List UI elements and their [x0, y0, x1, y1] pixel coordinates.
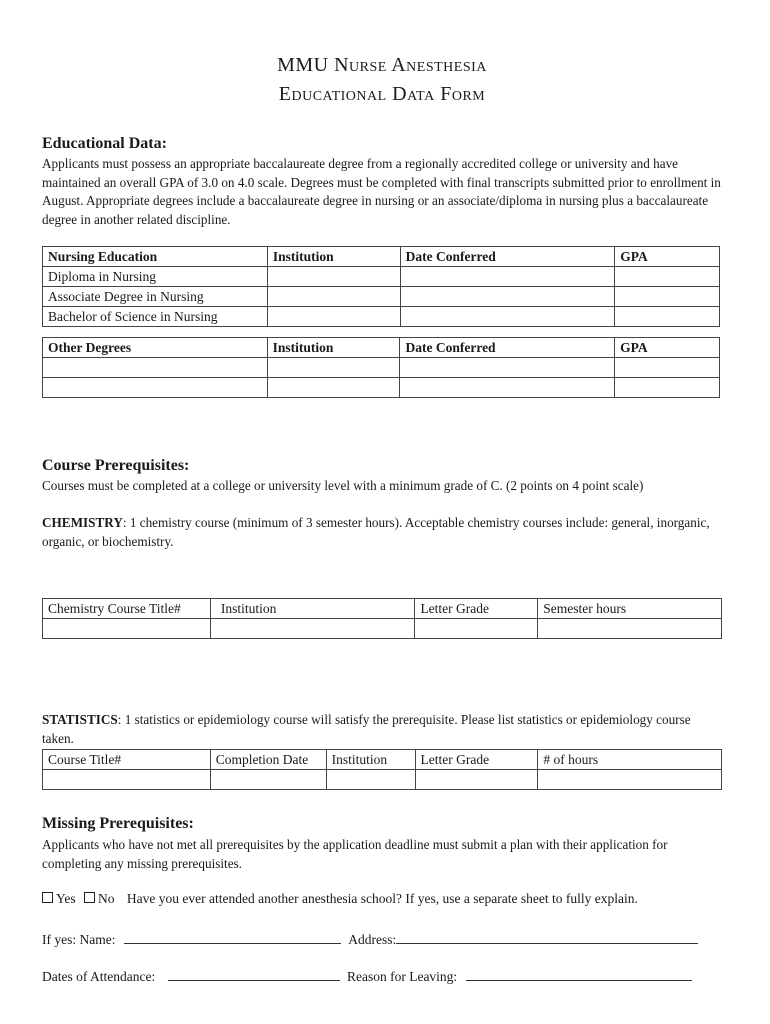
table-header-row [43, 338, 720, 358]
degree-cell[interactable] [43, 378, 268, 398]
name-label: If yes: Name: [42, 932, 116, 947]
missing-prerequisites-paragraph: Applicants who have not met all prerequisites by the application deadline must submit a plan with their application for completing any missing prerequisites. [42, 837, 668, 871]
date-conferred-cell[interactable] [400, 287, 615, 307]
table-row [43, 619, 722, 639]
gpa-cell[interactable] [615, 378, 720, 398]
yes-label: Yes [56, 891, 76, 906]
missing-prerequisites-heading: Missing Prerequisites: [42, 815, 194, 832]
header-letter-grade: Letter Grade [415, 599, 538, 619]
header-date-conferred: Date Conferred [400, 338, 615, 358]
chemistry-table [42, 598, 722, 639]
gpa-cell[interactable] [615, 287, 720, 307]
chemistry-text: : 1 chemistry course (minimum of 3 semester hours). Acceptable chemistry courses include: general, inorganic, organic, or biochemistry. [42, 515, 710, 549]
course-title-cell[interactable] [43, 619, 211, 639]
address-field[interactable] [396, 929, 698, 944]
header-other-degrees: Other Degrees [43, 338, 268, 358]
table-row [43, 287, 720, 307]
anesthesia-school-question: Have you ever attended another anesthesia school? If yes, use a separate sheet to fully explain. [126, 891, 638, 906]
attendance-reason-row [42, 966, 692, 985]
other-degrees-table [42, 337, 720, 398]
nursing-education-table [42, 246, 720, 327]
header-date-conferred: Date Conferred [400, 247, 615, 267]
header-completion-date: Completion Date [210, 750, 326, 770]
table-row [43, 770, 722, 790]
reason-for-leaving-field[interactable] [466, 966, 692, 981]
yes-checkbox[interactable] [42, 892, 53, 903]
header-chemistry-course-title: Chemistry Course Title# [43, 599, 211, 619]
letter-grade-cell[interactable] [415, 619, 538, 639]
reason-for-leaving-label: Reason for Leaving: [346, 969, 458, 984]
gpa-cell[interactable] [615, 358, 720, 378]
statistics-table [42, 749, 722, 790]
gpa-cell[interactable] [615, 307, 720, 327]
table-header-row [43, 599, 722, 619]
header-course-title: Course Title# [43, 750, 211, 770]
gpa-cell[interactable] [615, 267, 720, 287]
educational-data-paragraph: Applicants must possess an appropriate baccalaureate degree from a regionally accredited college or university and have maintained an overall GPA of 3.0 on 4.0 scale. Degrees must be completed with final transcripts submitted prior to enrollment in August. Appropriate degrees include a baccalaureate degree in nursing or an associate/diploma in nursing plus a baccalaureate degree in another related discipline. [42, 156, 721, 227]
chemistry-label: CHEMISTRY [42, 515, 123, 530]
chemistry-requirement [42, 514, 722, 551]
statistics-text: : 1 statistics or epidemiology course will satisfy the prerequisite. Please list statistics or epidemiology course taken. [42, 712, 691, 746]
completion-date-cell[interactable] [210, 770, 326, 790]
institution-cell[interactable] [267, 287, 400, 307]
table-header-row [43, 750, 722, 770]
header-institution: Institution [267, 247, 400, 267]
dates-of-attendance-field[interactable] [168, 966, 340, 981]
header-gpa: GPA [615, 247, 720, 267]
address-label: Address: [348, 932, 397, 947]
header-nursing-education: Nursing Education [43, 247, 268, 267]
table-row [43, 378, 720, 398]
row-label: Bachelor of Science in Nursing [43, 307, 268, 327]
educational-data-heading: Educational Data: [42, 135, 167, 152]
date-conferred-cell[interactable] [400, 267, 615, 287]
semester-hours-cell[interactable] [538, 619, 722, 639]
table-row [43, 267, 720, 287]
title-line-1: MMU Nurse Anesthesia [277, 54, 487, 76]
course-title-cell[interactable] [43, 770, 211, 790]
institution-cell[interactable] [267, 378, 400, 398]
statistics-requirement [42, 711, 722, 748]
dates-of-attendance-label: Dates of Attendance: [42, 969, 156, 984]
header-semester-hours: Semester hours [538, 599, 722, 619]
anesthesia-school-question-row [42, 891, 638, 907]
degree-cell[interactable] [43, 358, 268, 378]
prerequisites-intro: Courses must be completed at a college or university level with a minimum grade of C. (2 points on 4 point scale) [42, 478, 644, 493]
date-conferred-cell[interactable] [400, 378, 615, 398]
statistics-label: STATISTICS [42, 712, 118, 727]
table-row [43, 307, 720, 327]
header-institution: Institution [267, 338, 400, 358]
header-institution: Institution [326, 750, 415, 770]
name-field[interactable] [124, 929, 341, 944]
title-line-2: Educational Data Form [278, 83, 486, 105]
no-label: No [98, 891, 115, 906]
header-letter-grade: Letter Grade [415, 750, 538, 770]
no-checkbox[interactable] [84, 892, 95, 903]
letter-grade-cell[interactable] [415, 770, 538, 790]
header-institution: Institution [210, 599, 415, 619]
institution-cell[interactable] [267, 307, 400, 327]
row-label: Associate Degree in Nursing [43, 287, 268, 307]
header-gpa: GPA [615, 338, 720, 358]
table-header-row [43, 247, 720, 267]
institution-cell[interactable] [326, 770, 415, 790]
institution-cell[interactable] [267, 267, 400, 287]
hours-cell[interactable] [538, 770, 722, 790]
course-prerequisites-heading: Course Prerequisites: [42, 457, 190, 474]
date-conferred-cell[interactable] [400, 307, 615, 327]
name-address-row [42, 929, 698, 948]
table-row [43, 358, 720, 378]
row-label: Diploma in Nursing [43, 267, 268, 287]
institution-cell[interactable] [267, 358, 400, 378]
header-number-of-hours: # of hours [538, 750, 722, 770]
institution-cell[interactable] [210, 619, 415, 639]
date-conferred-cell[interactable] [400, 358, 615, 378]
